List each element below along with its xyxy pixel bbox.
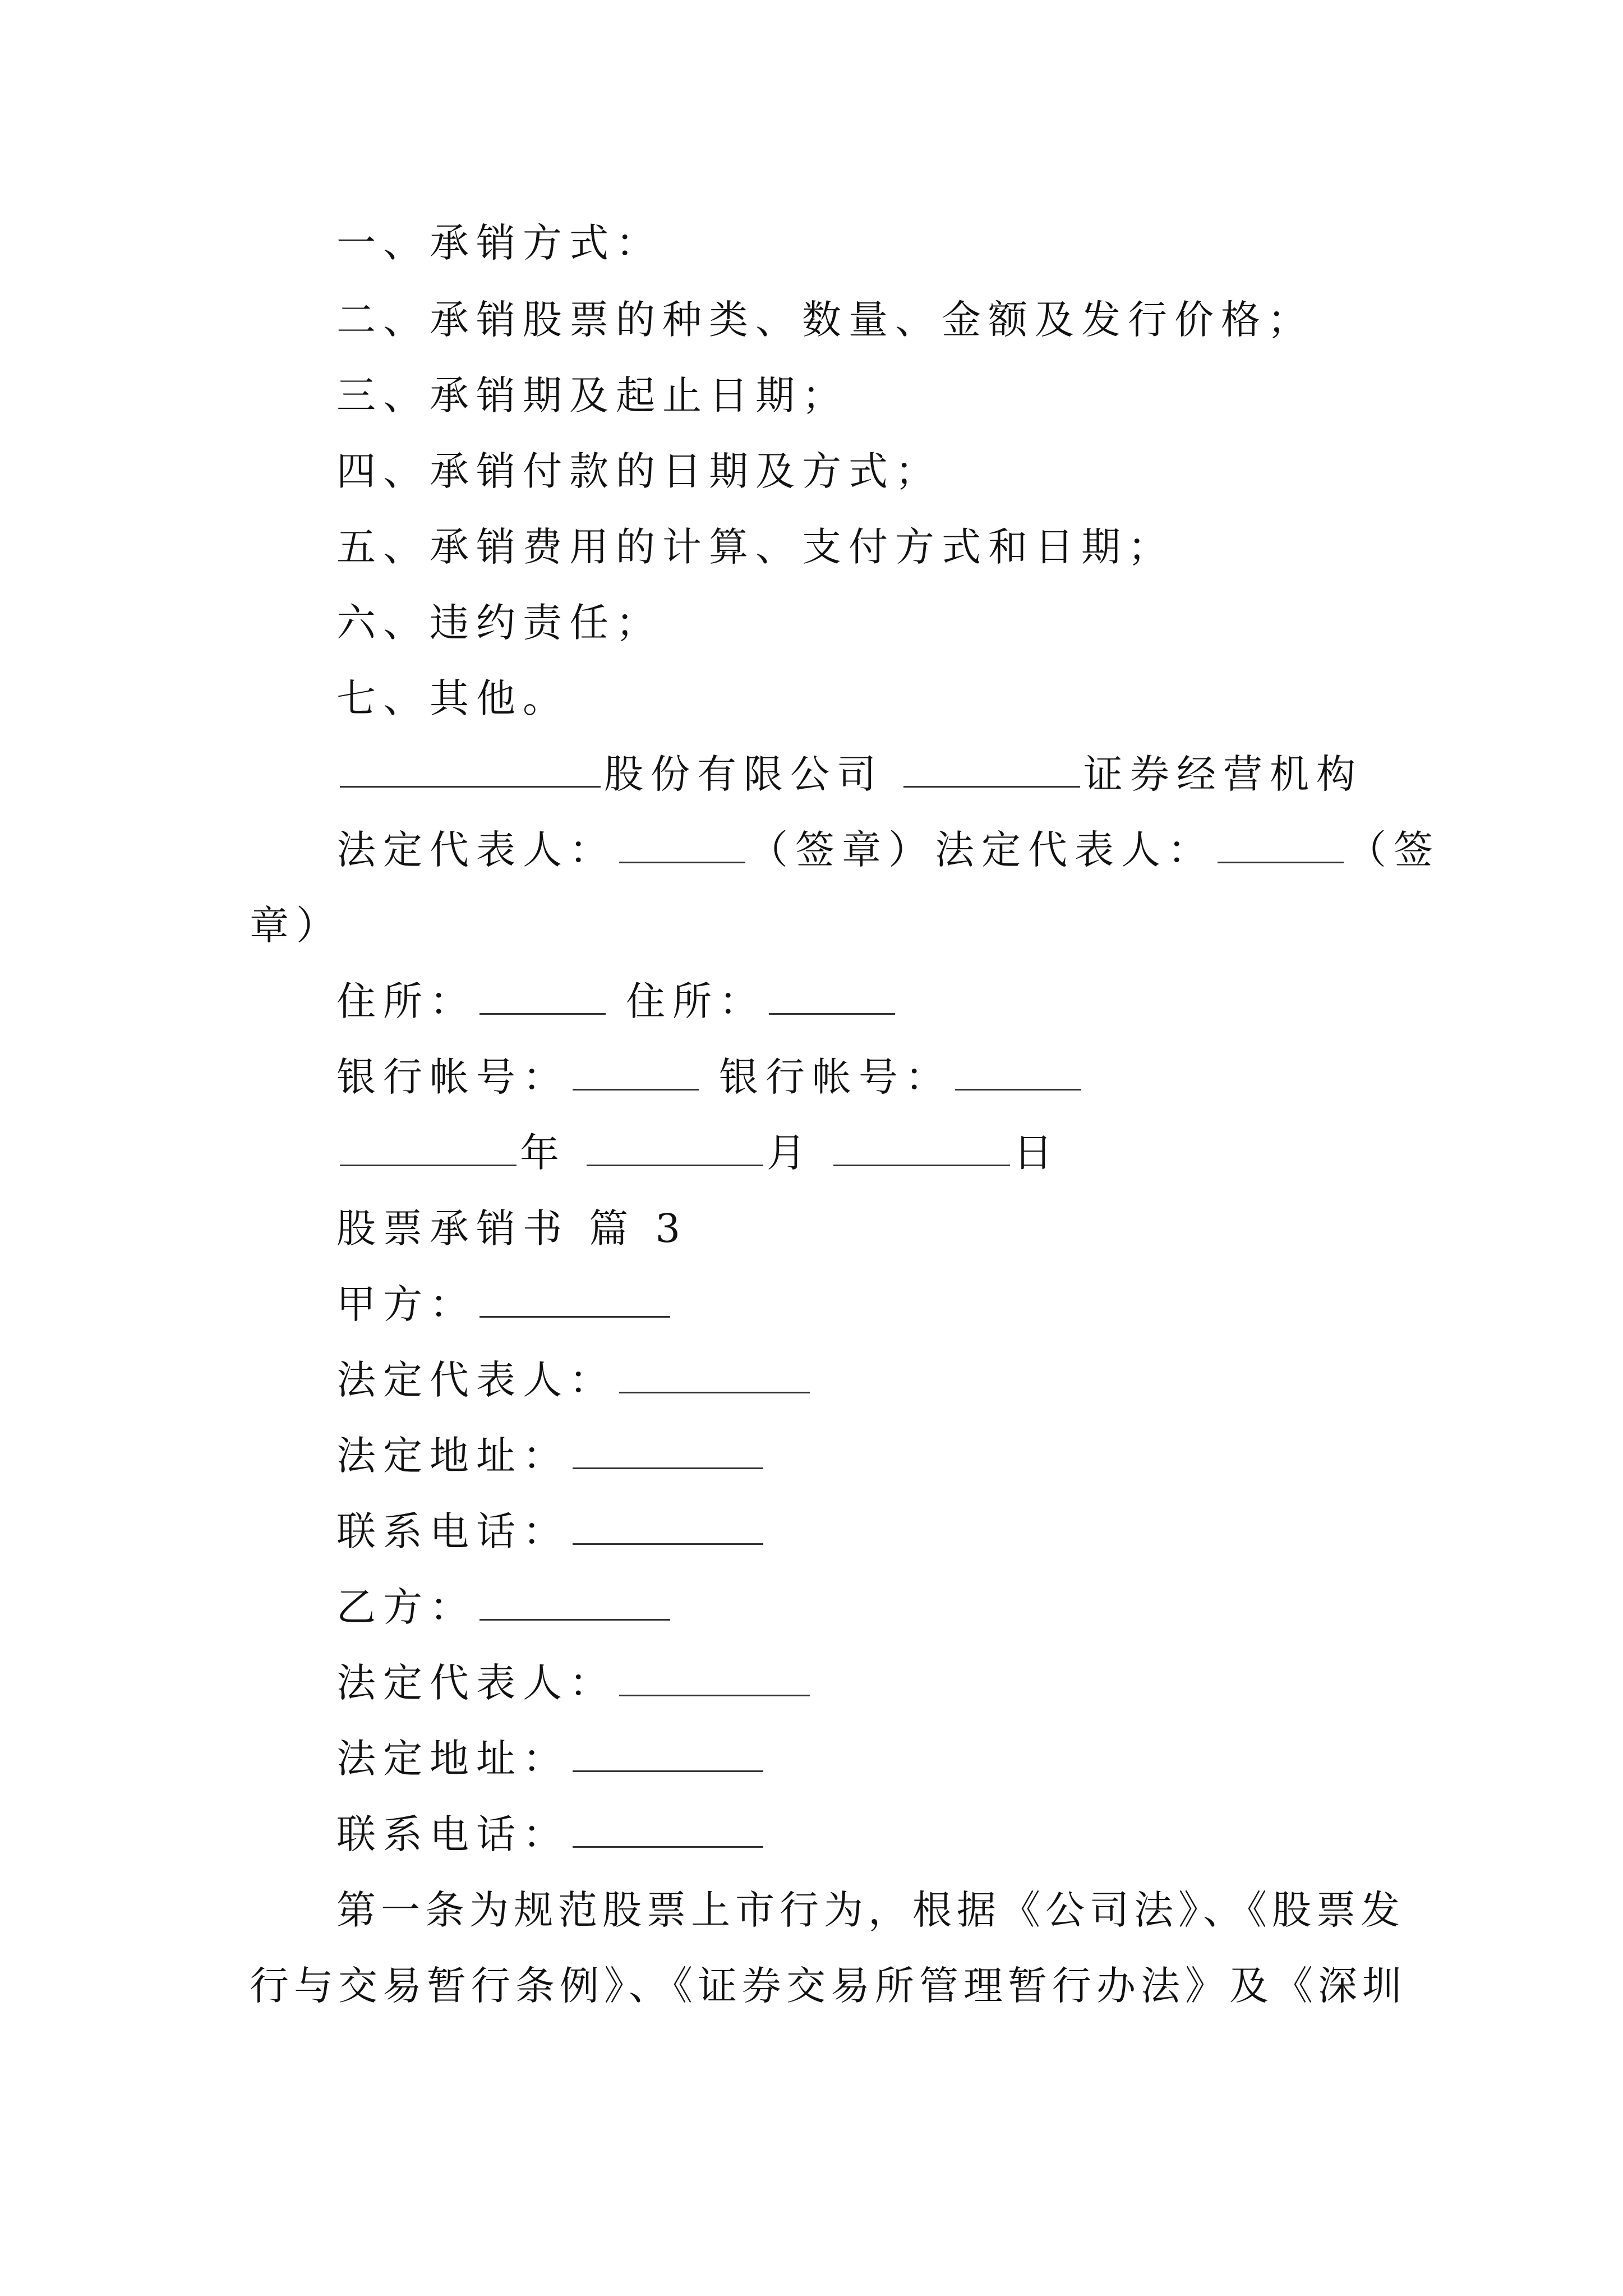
item-3: 三、承销期及起止日期； [336, 372, 849, 418]
signature-bank-accounts [336, 1052, 1085, 1102]
party-b-phone-label: 联系电话： [336, 1811, 569, 1857]
party-a-phone-line [336, 1506, 767, 1557]
address-a-blank [479, 981, 606, 1015]
day-blank [833, 1132, 1010, 1166]
rep-label-a: 法定代表人： [336, 827, 616, 873]
party-a-rep-label: 法定代表人： [336, 1357, 616, 1403]
seal-b-end: 章） [250, 903, 343, 949]
party-b-address-line [336, 1733, 767, 1784]
address-b-blank [769, 981, 895, 1015]
signature-addresses [336, 976, 898, 1027]
item-7: 七、其他。 [336, 675, 569, 721]
item-4: 四、承销付款的日期及方式； [336, 448, 942, 494]
party-a-label: 甲方： [336, 1281, 476, 1327]
party-a-line [336, 1279, 674, 1329]
company-b-label: 证券经营机构 [1083, 751, 1363, 797]
item-6: 六、违约责任； [336, 600, 662, 646]
day-label: 日 [1013, 1130, 1060, 1176]
year-blank [340, 1132, 517, 1166]
year-label: 年 [520, 1130, 566, 1176]
party-a-address-blank [573, 1435, 763, 1469]
party-a-address-label: 法定地址： [336, 1433, 569, 1479]
signature-representatives [336, 825, 1440, 875]
party-b-label: 乙方： [336, 1584, 476, 1630]
item-1: 一、承销方式： [336, 220, 662, 266]
article-1-line-1: 第一条为规范股票上市行为，根据《公司法》、《股票发 [336, 1887, 1405, 1933]
address-label-b: 住所： [626, 978, 766, 1024]
section-title: 股票承销书 篇 3 [336, 1205, 688, 1251]
seal-b-start: （签 [1347, 827, 1440, 873]
party-b-rep-blank [619, 1662, 810, 1696]
bank-a-blank [573, 1056, 699, 1091]
month-label: 月 [767, 1130, 813, 1176]
party-a-address-line [336, 1430, 767, 1481]
bank-label-b: 银行帐号： [719, 1054, 952, 1100]
address-label-a: 住所： [336, 978, 476, 1024]
party-a-rep-line [336, 1355, 813, 1405]
rep-a-blank [619, 829, 745, 863]
article-1-line-2: 行与交易暂行条例》、《证券交易所管理暂行办法》及《深圳 [250, 1963, 1407, 2009]
company-b-blank [903, 753, 1080, 788]
party-b-phone-blank [573, 1814, 763, 1848]
party-b-rep-line [336, 1658, 813, 1708]
seal-a: （签章） [749, 827, 935, 873]
company-a-label: 股份有限公司 [604, 751, 883, 797]
party-a-rep-blank [619, 1359, 810, 1393]
bank-b-blank [955, 1056, 1081, 1091]
rep-label-b: 法定代表人： [935, 827, 1214, 873]
party-b-rep-label: 法定代表人： [336, 1660, 616, 1706]
party-b-phone-line [336, 1809, 767, 1860]
item-5: 五、承销费用的计算、支付方式和日期； [336, 524, 1174, 570]
bank-label-a: 银行帐号： [336, 1054, 569, 1100]
signature-companies [336, 749, 1363, 799]
party-a-phone-label: 联系电话： [336, 1508, 569, 1554]
month-blank [587, 1132, 763, 1166]
party-b-address-label: 法定地址： [336, 1736, 569, 1782]
party-b-blank [479, 1586, 670, 1621]
party-b-address-blank [573, 1738, 763, 1772]
signature-date [336, 1128, 1060, 1178]
party-a-phone-blank [573, 1511, 763, 1545]
company-a-blank [340, 753, 601, 788]
item-2: 二、承销股票的种类、数量、金额及发行价格； [336, 297, 1314, 343]
rep-b-blank [1218, 829, 1344, 863]
party-b-line [336, 1582, 674, 1632]
party-a-blank [479, 1283, 670, 1318]
